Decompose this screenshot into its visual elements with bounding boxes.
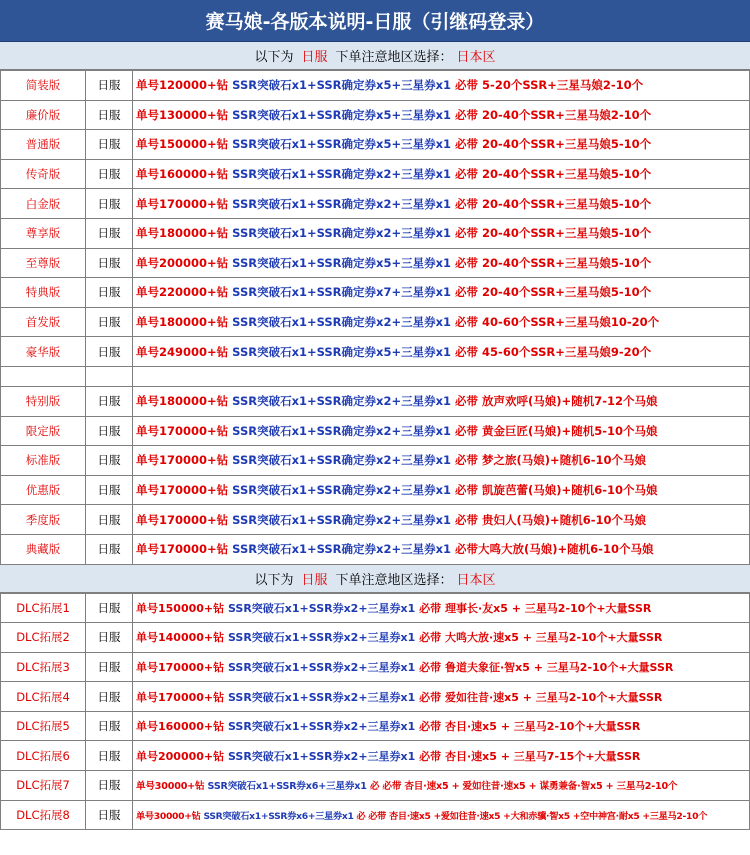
items-text: SSR突破石x1+SSR确定券x2+三星券x1 [232,512,452,527]
dlc-table [0,593,750,831]
description-cell [133,446,750,476]
version-name: 普通版 [1,130,86,160]
table-row [1,682,750,712]
table-row [1,248,750,278]
description-cell [133,623,750,653]
version-name: 季度版 [1,505,86,535]
table-row [1,593,750,623]
table-row [1,159,750,189]
table-row [1,505,750,535]
must-text: 必带 [455,315,479,330]
price-text: 单号150000+钻 [136,601,225,615]
bonus-text: 理事长·友x5 + 三星马2-10个+大量SSR [445,601,652,615]
region-cell: 日服 [86,248,133,278]
region-cell: 日服 [86,711,133,741]
items-text: SSR突破石x1+SSR确定券x5+三星券x1 [232,255,452,270]
table-row [1,130,750,160]
region-cell: 日服 [86,505,133,535]
price-text: 单号170000+钻 [136,660,225,674]
bonus-text: 放声欢呼(马娘)+随机7-12个马娘 [482,394,658,409]
region-cell: 日服 [86,386,133,416]
table-row [1,189,750,219]
items-text: SSR突破石x1+SSR确定券x2+三星券x1 [232,483,452,498]
price-text: 单号180000+钻 [136,394,229,409]
version-name: DLC拓展6 [1,741,86,771]
version-name: 限定版 [1,416,86,446]
version-name: DLC拓展5 [1,711,86,741]
table-row [1,278,750,308]
table-row [1,534,750,564]
bonus-text: 20-40个SSR+三星马娘5-10个 [482,196,652,211]
items-text: SSR突破石x1+SSR券x2+三星券x1 [227,690,416,704]
bonus-text: 20-40个SSR+三星马娘5-10个 [482,226,652,241]
items-text: SSR突破石x1+SSR券x2+三星券x1 [227,631,416,645]
items-text: SSR突破石x1+SSR确定券x2+三星券x1 [232,394,452,409]
price-text: 单号140000+钻 [136,631,225,645]
region-cell: 日服 [86,800,133,830]
price-text: 单号200000+钻 [136,255,229,270]
items-text: SSR突破石x1+SSR确定券x5+三星券x1 [232,78,452,93]
version-name: DLC拓展4 [1,682,86,712]
must-text: 必带 [455,78,479,93]
must-text: 必 [369,781,380,793]
items-text: SSR突破石x1+SSR券x2+三星券x1 [227,660,416,674]
section-server: 日服 [301,572,328,588]
table-row [1,652,750,682]
description-cell [133,475,750,505]
bonus-text: 20-40个SSR+三星马娘5-10个 [482,137,652,152]
page-title: 赛马娘-各版本说明-日服（引继码登录） [0,0,750,42]
must-text: 必带 [455,226,479,241]
description-cell [133,652,750,682]
section-region: 日本区 [456,572,496,588]
table-row [1,771,750,801]
table-row [1,100,750,130]
version-name: 至尊版 [1,248,86,278]
version-name: 白金版 [1,189,86,219]
table-row [1,711,750,741]
section-middle: 下单注意地区选择： [335,572,453,588]
region-cell: 日服 [86,307,133,337]
price-text: 单号180000+钻 [136,226,229,241]
section-server: 日服 [301,50,328,65]
price-text: 单号160000+钻 [136,720,225,734]
version-name: DLC拓展8 [1,800,86,830]
bonus-text: 凯旋芭蕾(马娘)+随机6-10个马娘 [482,483,658,498]
price-text: 单号170000+钻 [136,483,229,498]
bonus-text: 5-20个SSR+三星马娘2-10个 [482,78,644,93]
section-region: 日本区 [456,50,496,65]
items-text: SSR突破石x1+SSR确定券x2+三星券x1 [232,542,452,557]
section-prefix: 以下为 [254,572,294,588]
bonus-text: 20-40个SSR+三星马娘5-10个 [482,167,652,182]
bonus-text: 40-60个SSR+三星马娘10-20个 [482,315,660,330]
items-text: SSR突破石x1+SSR确定券x2+三星券x1 [232,453,452,468]
version-table-1 [0,70,750,565]
version-name: DLC拓展2 [1,623,86,653]
table-row [1,416,750,446]
items-text: SSR突破石x1+SSR确定券x5+三星券x1 [232,107,452,122]
must-text: 必带 [419,749,442,763]
must-text: 必带 [455,512,479,527]
description-cell [133,248,750,278]
region-cell: 日服 [86,337,133,367]
region-cell: 日服 [86,130,133,160]
region-cell: 日服 [86,100,133,130]
table-row [1,218,750,248]
description-cell [133,416,750,446]
items-text: SSR突破石x1+SSR券x2+三星券x1 [227,720,416,734]
description-cell [133,505,750,535]
version-name: 豪华版 [1,337,86,367]
must-text: 必带 [455,196,479,211]
version-name: 典藏版 [1,534,86,564]
bonus-text: 杏目·速x5 + 三星马2-10个+大量SSR [445,720,641,734]
description-cell [133,741,750,771]
price-text: 单号130000+钻 [136,107,229,122]
bonus-text: 必带 杏目·速x5 + 爱如往昔·速x5 + 谋勇兼备·智x5 + 三星马2-10个 [382,781,678,793]
bonus-text: 大鸣大放·速x5 + 三星马2-10个+大量SSR [445,631,663,645]
description-cell [133,100,750,130]
region-cell: 日服 [86,278,133,308]
version-name: DLC拓展3 [1,652,86,682]
version-name: 特别版 [1,386,86,416]
table-row [1,741,750,771]
items-text: SSR突破石x1+SSR券x2+三星券x1 [227,601,416,615]
description-cell [133,593,750,623]
description-cell [133,278,750,308]
version-name: 尊享版 [1,218,86,248]
region-cell: 日服 [86,189,133,219]
price-text: 单号30000+钻 [136,781,205,793]
must-text: 必带 [455,394,479,409]
region-cell: 日服 [86,218,133,248]
description-cell [133,189,750,219]
description-cell [133,337,750,367]
region-cell: 日服 [86,741,133,771]
description-cell [133,800,750,830]
bonus-text: 爱如往昔·速x5 + 三星马2-10个+大量SSR [445,690,663,704]
region-cell: 日服 [86,159,133,189]
section-prefix: 以下为 [254,50,294,65]
description-cell [133,159,750,189]
must-text: 必 [356,810,366,822]
must-text: 必带 [419,631,442,645]
description-cell [133,218,750,248]
must-text: 必带 [455,423,479,438]
price-text: 单号220000+钻 [136,285,229,300]
description-cell [133,771,750,801]
description-cell [133,682,750,712]
must-text: 必带 [455,167,479,182]
table-row [1,71,750,101]
items-text: SSR突破石x1+SSR确定券x5+三星券x1 [232,344,452,359]
table-row [1,623,750,653]
must-text: 必带 [455,453,479,468]
version-name: 特典版 [1,278,86,308]
region-cell: 日服 [86,475,133,505]
table-row [1,475,750,505]
bonus-text: 45-60个SSR+三星马娘9-20个 [482,344,652,359]
table-row [1,337,750,367]
items-text: SSR突破石x1+SSR确定券x2+三星券x1 [232,167,452,182]
items-text: SSR突破石x1+SSR券x6+三星券x1 [207,781,367,793]
price-text: 单号170000+钻 [136,196,229,211]
spacer-row [1,366,750,386]
must-text: 必带大鸣大放(马娘)+随机6-10个马娘 [455,542,654,557]
items-text: SSR突破石x1+SSR券x6+三星券x1 [203,810,354,822]
section-header-1 [0,42,750,70]
version-name: 廉价版 [1,100,86,130]
description-cell [133,307,750,337]
bonus-text: 贵妇人(马娘)+随机6-10个马娘 [482,512,646,527]
items-text: SSR突破石x1+SSR确定券x5+三星券x1 [232,137,452,152]
table-row [1,800,750,830]
items-text: SSR突破石x1+SSR确定券x2+三星券x1 [232,423,452,438]
description-cell [133,534,750,564]
bonus-text: 鲁道夫象征·智x5 + 三星马2-10个+大量SSR [445,660,674,674]
description-cell [133,71,750,101]
version-name: DLC拓展7 [1,771,86,801]
version-name: 优惠版 [1,475,86,505]
price-text: 单号180000+钻 [136,315,229,330]
bonus-text: 杏目·速x5 + 三星马7-15个+大量SSR [445,749,641,763]
must-text: 必带 [455,107,479,122]
region-cell: 日服 [86,652,133,682]
price-text: 单号200000+钻 [136,749,225,763]
region-cell: 日服 [86,534,133,564]
table-row [1,307,750,337]
price-text: 单号170000+钻 [136,453,229,468]
price-text: 单号170000+钻 [136,423,229,438]
description-cell [133,386,750,416]
region-cell: 日服 [86,593,133,623]
table-row [1,446,750,476]
bonus-text: 黄金巨匠(马娘)+随机5-10个马娘 [482,423,658,438]
section-middle: 下单注意地区选择： [335,50,453,65]
region-cell: 日服 [86,71,133,101]
must-text: 必带 [419,601,442,615]
bonus-text: 20-40个SSR+三星马娘2-10个 [482,107,652,122]
region-cell: 日服 [86,682,133,712]
section-header-2 [0,565,750,593]
bonus-text: 20-40个SSR+三星马娘5-10个 [482,285,652,300]
items-text: SSR突破石x1+SSR确定券x7+三星券x1 [232,285,452,300]
must-text: 必带 [455,483,479,498]
price-text: 单号170000+钻 [136,542,229,557]
price-text: 单号170000+钻 [136,690,225,704]
items-text: SSR突破石x1+SSR确定券x2+三星券x1 [232,196,452,211]
region-cell: 日服 [86,446,133,476]
region-cell: 日服 [86,771,133,801]
must-text: 必带 [419,690,442,704]
price-text: 单号170000+钻 [136,512,229,527]
price-text: 单号160000+钻 [136,167,229,182]
price-text: 单号150000+钻 [136,137,229,152]
must-text: 必带 [419,720,442,734]
version-name: 标准版 [1,446,86,476]
description-cell [133,130,750,160]
bonus-text: 梦之旅(马娘)+随机6-10个马娘 [482,453,646,468]
must-text: 必带 [455,137,479,152]
region-cell: 日服 [86,623,133,653]
version-name: 传奇版 [1,159,86,189]
price-text: 单号120000+钻 [136,78,229,93]
region-cell: 日服 [86,416,133,446]
price-text: 单号249000+钻 [136,344,229,359]
must-text: 必带 [455,344,479,359]
bonus-text: 必带 杏目·速x5 +爱如往昔·速x5 +大和赤骥·智x5 +空中神宫·耐x5 +三星马2-10个 [368,810,708,822]
price-text: 单号30000+钻 [136,810,201,822]
description-cell [133,711,750,741]
version-name: 简装版 [1,71,86,101]
must-text: 必带 [455,285,479,300]
table-row [1,386,750,416]
version-name: 首发版 [1,307,86,337]
must-text: 必带 [419,660,442,674]
items-text: SSR突破石x1+SSR券x2+三星券x1 [227,749,416,763]
bonus-text: 20-40个SSR+三星马娘5-10个 [482,255,652,270]
version-name: DLC拓展1 [1,593,86,623]
items-text: SSR突破石x1+SSR确定券x2+三星券x1 [232,315,452,330]
items-text: SSR突破石x1+SSR确定券x2+三星券x1 [232,226,452,241]
must-text: 必带 [455,255,479,270]
